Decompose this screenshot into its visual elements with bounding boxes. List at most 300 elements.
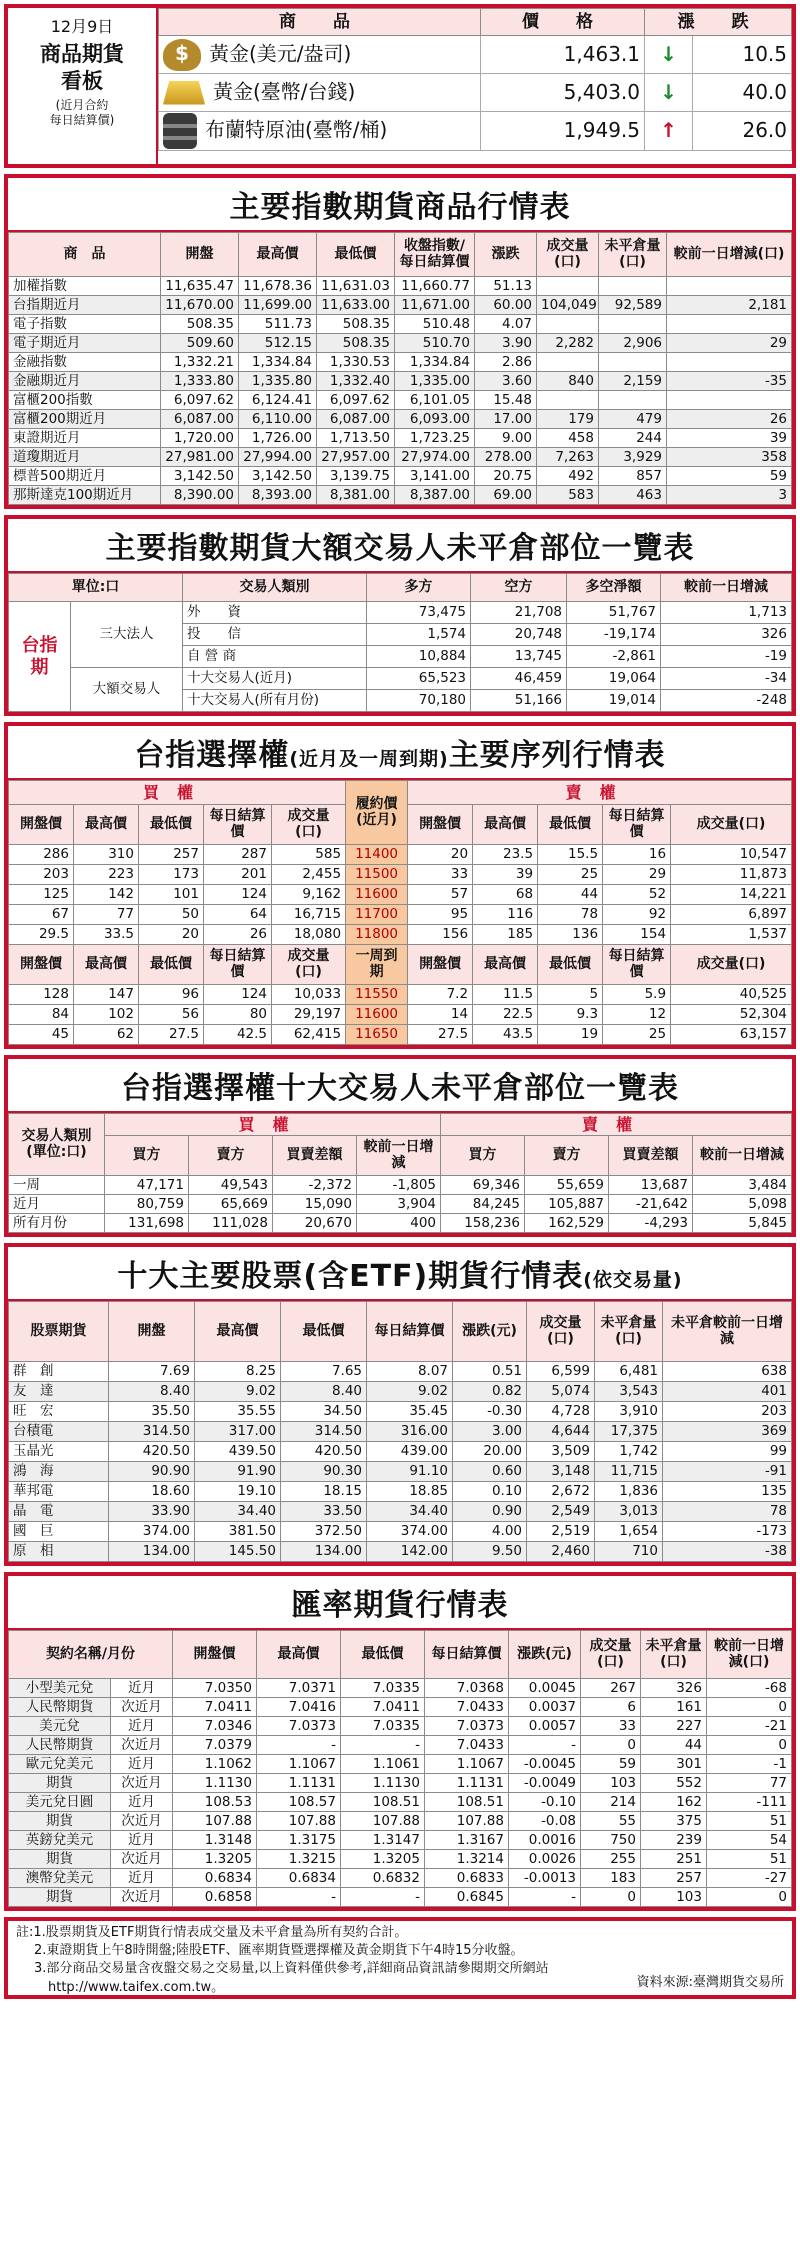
table-cell: 310 (74, 845, 139, 865)
table-cell: 0 (581, 1736, 641, 1755)
col-header: 賣方 (525, 1136, 609, 1176)
table-cell: 70,180 (367, 690, 471, 712)
table-cell: 510.70 (395, 334, 475, 353)
col-header: 最低價 (341, 1631, 425, 1679)
table-cell: 1.1130 (341, 1774, 425, 1793)
table-cell: 0.51 (453, 1362, 527, 1382)
board-product (159, 112, 481, 151)
table-cell: 9,162 (272, 885, 346, 905)
table-cell: 27,974.00 (395, 448, 475, 467)
table-cell: 77 (707, 1774, 792, 1793)
col-header: 多方 (367, 574, 471, 602)
table-cell: 11,715 (595, 1462, 663, 1482)
table-cell: 17,375 (595, 1422, 663, 1442)
section-title: 主要指數期貨大額交易人未平倉部位一覽表 (8, 519, 792, 573)
table-cell: 103 (641, 1888, 707, 1907)
table-cell: 8.40 (109, 1382, 195, 1402)
table-cell: 1.1062 (173, 1755, 257, 1774)
section-title: 台指選擇權十大交易人未平倉部位一覽表 (8, 1059, 792, 1113)
table-cell: 125 (9, 885, 74, 905)
col-header: 最高價 (257, 1631, 341, 1679)
strike-price: 11600 (346, 1005, 408, 1025)
table-cell: 56 (139, 1005, 204, 1025)
table-cell: - (509, 1888, 581, 1907)
col-header: 較前一日增減 (661, 574, 792, 602)
table-cell: 5,845 (693, 1214, 792, 1233)
table-cell: 晶 電 (9, 1502, 109, 1522)
table-row (9, 1005, 792, 1025)
table-cell: 15,090 (273, 1195, 357, 1214)
table-cell: 6,897 (671, 905, 792, 925)
table-cell: 64 (204, 905, 272, 925)
table-cell: 國 巨 (9, 1522, 109, 1542)
table-row (9, 1025, 792, 1045)
col-header: 成交量(口) (537, 233, 599, 277)
table-cell: 62,415 (272, 1025, 346, 1045)
note-line: 2.東證期貨上午8時開盤;陸股ETF、匯率期貨暨選擇權及黃金期貨下午4時15分收盤。 (34, 1943, 524, 1959)
contract-month: 次近月 (111, 1736, 173, 1755)
table-cell: -2,861 (567, 646, 661, 668)
col-header: 買賣差額 (273, 1136, 357, 1176)
table-cell: 1.3148 (173, 1831, 257, 1850)
table-row (9, 925, 792, 945)
table-cell: 1.3205 (173, 1850, 257, 1869)
group-header-row (9, 781, 792, 805)
index-futures-section (4, 174, 796, 509)
table-cell: -27 (707, 1869, 792, 1888)
large-trader-table (8, 573, 792, 712)
table-cell: 0.6834 (257, 1869, 341, 1888)
table-cell: 255 (581, 1850, 641, 1869)
table-cell: 8.25 (195, 1362, 281, 1382)
contract-name-line: 歐元兌美元 (9, 1755, 111, 1774)
table-cell: -111 (707, 1793, 792, 1812)
table-cell: 9.02 (367, 1382, 453, 1402)
board-row (159, 112, 792, 151)
table-cell: 15.5 (538, 845, 603, 865)
table-cell: 1,723.25 (395, 429, 475, 448)
table-cell: 7.0368 (425, 1679, 509, 1698)
col-header: 開盤價 (408, 945, 473, 985)
table-row (9, 1382, 792, 1402)
table-cell: 55 (581, 1812, 641, 1831)
money-bag-icon (163, 39, 201, 71)
contract-name-line: 期貨 (9, 1888, 111, 1907)
col-header: 每日結算價 (425, 1631, 509, 1679)
table-cell: 群 創 (9, 1362, 109, 1382)
table-cell: 台積電 (9, 1422, 109, 1442)
table-cell: 十大交易人(所有月份) (183, 690, 367, 712)
table-cell: -21 (707, 1717, 792, 1736)
table-cell: 15.48 (475, 391, 537, 410)
table-cell: 508.35 (161, 315, 239, 334)
contract-name-line: 美元兌 (9, 1717, 111, 1736)
col-header: 每日結算價 (603, 805, 671, 845)
note-line: 3.部分商品交易量含夜盤交易之交易量,以上資料僅供參考,詳細商品資訊請參閱期交所網站 (34, 1961, 549, 1977)
table-cell: 185 (473, 925, 538, 945)
col-header: 最低價 (538, 805, 603, 845)
col-header: 未平倉量(口) (641, 1631, 707, 1679)
table-cell: 3,142.50 (239, 467, 317, 486)
table-cell: 40,525 (671, 985, 792, 1005)
table-cell: 7.0433 (425, 1698, 509, 1717)
table-cell: 東證期近月 (9, 429, 161, 448)
table-cell: 2,906 (599, 334, 667, 353)
table-cell: 0.0026 (509, 1850, 581, 1869)
table-row (9, 1542, 792, 1562)
strike-price: 11650 (346, 1025, 408, 1045)
table-cell: 3,910 (595, 1402, 663, 1422)
table-cell: 0 (707, 1736, 792, 1755)
table-cell: 20,670 (273, 1214, 357, 1233)
table-cell: 77 (74, 905, 139, 925)
table-cell (667, 391, 792, 410)
table-cell: 8,393.00 (239, 486, 317, 505)
strike-price: 11800 (346, 925, 408, 945)
table-cell: 6,599 (527, 1362, 595, 1382)
table-cell: -0.08 (509, 1812, 581, 1831)
table-cell: 91.90 (195, 1462, 281, 1482)
table-cell: 287 (204, 845, 272, 865)
table-cell: 158,236 (441, 1214, 525, 1233)
table-cell: 244 (599, 429, 667, 448)
table-cell: 45 (9, 1025, 74, 1045)
table-cell (537, 277, 599, 296)
table-cell: 29 (603, 865, 671, 885)
table-cell: 3,148 (527, 1462, 595, 1482)
table-row (9, 1502, 792, 1522)
table-cell: 39 (667, 429, 792, 448)
table-cell: 1,836 (595, 1482, 663, 1502)
col-header: 成交量(口) (527, 1302, 595, 1362)
col-header-row (9, 1136, 792, 1176)
table-cell: -2,372 (273, 1176, 357, 1195)
table-cell: 8.07 (367, 1362, 453, 1382)
group-label: 台指期 (9, 602, 71, 712)
table-cell: 101 (139, 885, 204, 905)
table-cell: 20.75 (475, 467, 537, 486)
table-cell: 7,263 (537, 448, 599, 467)
table-cell: 5,074 (527, 1382, 595, 1402)
col-header: 較前一日增減(口) (707, 1631, 792, 1679)
table-cell: 95 (408, 905, 473, 925)
table-cell: 52 (603, 885, 671, 905)
table-cell: 39 (473, 865, 538, 885)
contract-name-line: 人民幣期貨 (9, 1736, 111, 1755)
section-title: 台指選擇權(近月及一周到期)主要序列行情表 (8, 726, 792, 780)
table-cell: 6 (581, 1698, 641, 1717)
table-cell: 104,049 (537, 296, 599, 315)
table-cell: - (341, 1736, 425, 1755)
table-cell: 34.40 (195, 1502, 281, 1522)
put-label: 賣權 (408, 781, 792, 805)
table-cell: 0.10 (453, 1482, 527, 1502)
table-cell: 7.65 (281, 1362, 367, 1382)
table-cell: 26 (667, 410, 792, 429)
table-cell: 16,715 (272, 905, 346, 925)
col-header: 收盤指數/每日結算價 (395, 233, 475, 277)
table-cell: 6,481 (595, 1362, 663, 1382)
table-cell: 0.6858 (173, 1888, 257, 1907)
table-cell: 26 (204, 925, 272, 945)
table-cell: 1,654 (595, 1522, 663, 1542)
table-cell: 2.86 (475, 353, 537, 372)
table-cell: 1.1130 (173, 1774, 257, 1793)
table-cell: 840 (537, 372, 599, 391)
strike-price: 11550 (346, 985, 408, 1005)
note-line: 註:1.股票期貨及ETF期貨行情表成交量及未平倉量為所有契約合計。 (16, 1925, 408, 1940)
table-cell: 7.0411 (173, 1698, 257, 1717)
table-cell: 173 (139, 865, 204, 885)
table-cell: 7.0416 (257, 1698, 341, 1717)
table-cell: 外 資 (183, 602, 367, 624)
table-cell (537, 315, 599, 334)
table-cell: 2,519 (527, 1522, 595, 1542)
board-note: (近月合約 每日結算價) (49, 97, 115, 128)
contract-name-line: 澳幣兌美元 (9, 1869, 111, 1888)
table-cell: 374.00 (109, 1522, 195, 1542)
contract-name-line: 期貨 (9, 1774, 111, 1793)
col-header: 最低價 (538, 945, 603, 985)
table-cell: 1.3167 (425, 1831, 509, 1850)
table-cell: 492 (537, 467, 599, 486)
table-cell: 68 (473, 885, 538, 905)
table-cell: 102 (74, 1005, 139, 1025)
contract-month: 近月 (111, 1869, 173, 1888)
table-cell: 51 (707, 1812, 792, 1831)
board-change: 40.0 (693, 74, 792, 112)
table-row (9, 410, 792, 429)
table-cell: 750 (581, 1831, 641, 1850)
table-cell: 203 (9, 865, 74, 885)
table-cell: 161 (641, 1698, 707, 1717)
col-header: 買賣差額 (609, 1136, 693, 1176)
table-row (9, 486, 792, 505)
table-cell: 369 (663, 1422, 792, 1442)
col-header: 漲跌(元) (509, 1631, 581, 1679)
table-cell: 131,698 (105, 1214, 189, 1233)
table-cell: 62 (74, 1025, 139, 1045)
table-cell: 13,745 (471, 646, 567, 668)
table-cell: 142.00 (367, 1542, 453, 1562)
table-cell: 18.85 (367, 1482, 453, 1502)
table-cell: 電子期近月 (9, 334, 161, 353)
table-cell: 台指期近月 (9, 296, 161, 315)
table-cell: 5.9 (603, 985, 671, 1005)
table-row (9, 1850, 792, 1869)
table-cell: 510.48 (395, 315, 475, 334)
table-cell: 18.15 (281, 1482, 367, 1502)
table-cell: 3,013 (595, 1502, 663, 1522)
fx-futures-section (4, 1572, 796, 1911)
table-cell: -35 (667, 372, 792, 391)
col-header: 買方 (105, 1136, 189, 1176)
col-header: 空方 (471, 574, 567, 602)
table-cell: 372.50 (281, 1522, 367, 1542)
table-cell: 7.69 (109, 1362, 195, 1382)
table-cell: 326 (661, 624, 792, 646)
table-row (9, 353, 792, 372)
col-header: 較前一日增減 (357, 1136, 441, 1176)
table-cell: -0.10 (509, 1793, 581, 1812)
contract-name-line: 英鎊兌美元 (9, 1831, 111, 1850)
contract-name-line: 期貨 (9, 1812, 111, 1831)
table-cell: 33 (408, 865, 473, 885)
table-cell: 0.60 (453, 1462, 527, 1482)
col-header: 每日結算價 (204, 805, 272, 845)
gold-bar-icon (163, 81, 205, 105)
table-cell: 42.5 (204, 1025, 272, 1045)
table-cell: 227 (641, 1717, 707, 1736)
oil-barrel-icon (163, 113, 197, 149)
table-cell: 11,670.00 (161, 296, 239, 315)
contract-name-line: 人民幣期貨 (9, 1698, 111, 1717)
table-cell: 19.10 (195, 1482, 281, 1502)
table-cell: 46,459 (471, 668, 567, 690)
table-cell: 19 (538, 1025, 603, 1045)
table-cell: 6,101.05 (395, 391, 475, 410)
table-cell: 3,484 (693, 1176, 792, 1195)
table-cell: 1.3215 (257, 1850, 341, 1869)
table-cell: 0 (707, 1698, 792, 1717)
col-header: 股票期貨 (9, 1302, 109, 1362)
table-cell: 103 (581, 1774, 641, 1793)
table-cell: 111,028 (189, 1214, 273, 1233)
table-cell: 0.6845 (425, 1888, 509, 1907)
col-header: 最高價 (473, 805, 538, 845)
table-cell: 7.0346 (173, 1717, 257, 1736)
table-row (9, 372, 792, 391)
table-cell: 6,087.00 (161, 410, 239, 429)
col-header: 開盤價 (9, 805, 74, 845)
table-cell (667, 315, 792, 334)
table-cell: 0.6833 (425, 1869, 509, 1888)
table-cell: - (341, 1888, 425, 1907)
table-cell: 金融期近月 (9, 372, 161, 391)
data-source: 資料來源:臺灣期貨交易所 (636, 1974, 784, 1990)
table-cell: 2,181 (667, 296, 792, 315)
table-row (9, 1362, 792, 1382)
table-cell: 7.0335 (341, 1679, 425, 1698)
table-cell: 0.6832 (341, 1869, 425, 1888)
table-cell: 27,957.00 (317, 448, 395, 467)
table-cell: 那斯達克100期近月 (9, 486, 161, 505)
unit-label: 單位:口 (9, 574, 183, 602)
table-cell: 375 (641, 1812, 707, 1831)
table-row (9, 668, 792, 690)
table-cell: 富櫃200期近月 (9, 410, 161, 429)
board-row (159, 74, 792, 112)
table-cell: 8,390.00 (161, 486, 239, 505)
table-cell: 105,887 (525, 1195, 609, 1214)
table-cell: 1.3175 (257, 1831, 341, 1850)
table-cell: 1,537 (671, 925, 792, 945)
table-cell: 所有月份 (9, 1214, 105, 1233)
board-col-product: 商 品 (159, 9, 481, 36)
table-cell: 11,660.77 (395, 277, 475, 296)
col-header: 成交量(口) (671, 945, 792, 985)
large-trader-section (4, 515, 796, 716)
table-cell: 2,282 (537, 334, 599, 353)
table-cell: 3,141.00 (395, 467, 475, 486)
table-cell: 1,332.21 (161, 353, 239, 372)
contract-month: 次近月 (111, 1850, 173, 1869)
table-cell: 投 信 (183, 624, 367, 646)
table-cell: 33.90 (109, 1502, 195, 1522)
table-cell: 4.00 (453, 1522, 527, 1542)
col-header: 最高價 (74, 945, 139, 985)
table-cell: 富櫃200指數 (9, 391, 161, 410)
call-label: 買權 (9, 781, 346, 805)
table-cell: 玉晶光 (9, 1442, 109, 1462)
board-price: 1,949.5 (481, 112, 645, 151)
table-cell: 1,726.00 (239, 429, 317, 448)
table-cell: 21,708 (471, 602, 567, 624)
table-cell: 旺 宏 (9, 1402, 109, 1422)
table-cell: 286 (9, 845, 74, 865)
table-cell: 6,087.00 (317, 410, 395, 429)
table-cell: 1,330.53 (317, 353, 395, 372)
contract-name-line: 美元兌日圓 (9, 1793, 111, 1812)
table-cell: 2,549 (527, 1502, 595, 1522)
corner-header: 交易人類別(單位:口) (9, 1114, 105, 1176)
table-cell: 99 (663, 1442, 792, 1462)
table-cell: -0.0013 (509, 1869, 581, 1888)
table-cell: 3.90 (475, 334, 537, 353)
table-cell: 10,884 (367, 646, 471, 668)
table-cell: 1.1131 (425, 1774, 509, 1793)
table-cell: 420.50 (281, 1442, 367, 1462)
table-cell: 0.0057 (509, 1717, 581, 1736)
table-cell: 1,713.50 (317, 429, 395, 448)
table-cell: 78 (663, 1502, 792, 1522)
strike-price: 11500 (346, 865, 408, 885)
table-cell: 0.82 (453, 1382, 527, 1402)
table-row (9, 1812, 792, 1831)
stock-futures-table (8, 1301, 792, 1562)
table-cell: 400 (357, 1214, 441, 1233)
table-cell: 162 (641, 1793, 707, 1812)
table-cell: 9.00 (475, 429, 537, 448)
board-price: 5,403.0 (481, 74, 645, 112)
table-cell: 3,139.75 (317, 467, 395, 486)
col-header: 開盤價 (173, 1631, 257, 1679)
table-cell: 142 (74, 885, 139, 905)
table-cell: 1.3214 (425, 1850, 509, 1869)
table-row (9, 467, 792, 486)
table-cell: -91 (663, 1462, 792, 1482)
table-cell: 84 (9, 1005, 74, 1025)
table-cell: 134.00 (281, 1542, 367, 1562)
col-header: 未平倉量(口) (595, 1302, 663, 1362)
table-cell: 183 (581, 1869, 641, 1888)
table-cell: 147 (74, 985, 139, 1005)
board-price: 1,463.1 (481, 36, 645, 74)
table-cell: -68 (707, 1679, 792, 1698)
board-product-name: 布蘭特原油(臺幣/桶) (205, 117, 388, 142)
table-cell: 128 (9, 985, 74, 1005)
table-cell: 203 (663, 1402, 792, 1422)
table-cell: 35.50 (109, 1402, 195, 1422)
table-cell: 19,064 (567, 668, 661, 690)
table-cell: 4.07 (475, 315, 537, 334)
board-title: 商品期貨 看板 (40, 42, 124, 94)
table-cell: 257 (139, 845, 204, 865)
table-cell: 33 (581, 1717, 641, 1736)
table-cell: 9.3 (538, 1005, 603, 1025)
table-cell: 9.02 (195, 1382, 281, 1402)
table-cell: 6,124.41 (239, 391, 317, 410)
